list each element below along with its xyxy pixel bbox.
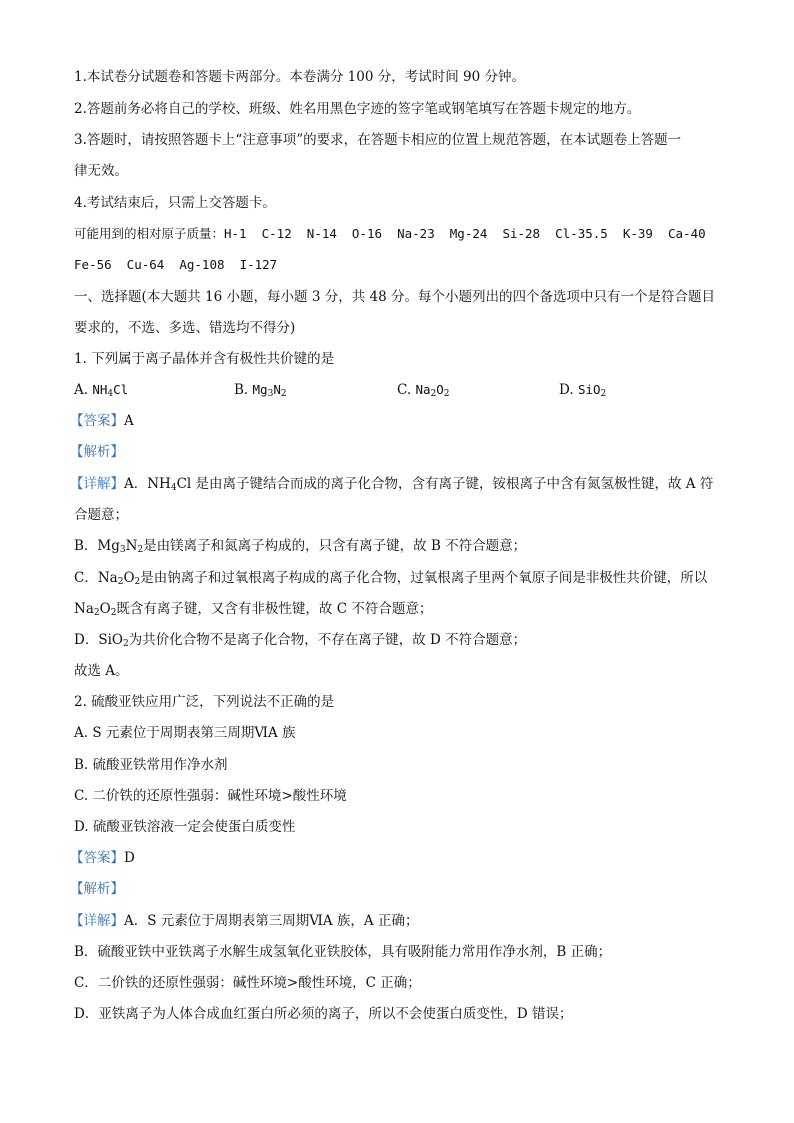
q2-detail-d: D．亚铁离子为人体合成血红蛋白所必须的离子，所以不会使蛋白质变性，D 错误； <box>74 1006 573 1022</box>
atomic-mass-line-1: 可能用到的相对原子质量：H-1 C-12 N-14 O-16 Na-23 Mg-24 Si-28 Cl-35.5 K-39 Ca-40 <box>74 226 706 241</box>
q1-options <box>74 381 734 401</box>
detail-tag: 【详解】 <box>70 913 124 929</box>
q1-conclusion: 故选 A。 <box>74 663 129 679</box>
atomic-mass-line-2: Fe-56 Cu-64 Ag-108 I-127 <box>74 257 278 272</box>
note-3-line-2: 律无效。 <box>74 163 128 179</box>
q1-answer: 【答案】A <box>70 413 134 429</box>
q1-detail-c: C．$Na_2O_2$是由钠离子和过氧根离子构成的离子化合物，过氧根离子里两个氧原子间是非极性共价键，所以 <box>74 570 708 587</box>
answer-tag: 【答案】 <box>70 413 124 429</box>
answer-tag: 【答案】 <box>70 850 124 866</box>
q2-answer: 【答案】D <box>70 850 135 866</box>
note-2: 2.答题前务必将自己的学校、班级、姓名用黑色字迹的签字笔或钢笔填写在答题卡规定的地方。 <box>74 101 641 117</box>
q2-detail-c: C．二价铁的还原性强弱：碱性环境>酸性环境，C 正确； <box>74 975 421 991</box>
q2-stem: 2. 硫酸亚铁应用广泛，下列说法不正确的是 <box>74 694 335 710</box>
note-3-line-1: 3.答题时，请按照答题卡上“注意事项”的要求，在答题卡相应的位置上规范答题，在本试题卷上答题一 <box>74 132 682 148</box>
q2-analysis-tag: 【解析】 <box>70 881 124 897</box>
q2-option-d: D. 硫酸亚铁溶液一定会使蛋白质变性 <box>74 819 296 835</box>
q1-stem: 1. 下列属于离子晶体并含有极性共价键的是 <box>74 351 335 367</box>
q1-option-d: D. SiO$_2$ <box>559 382 607 399</box>
q1-detail-a-cont: 合题意； <box>74 507 128 523</box>
q1-detail-c-cont: $Na_2O_2$既含有离子键，又含有非极性键，故 C 不符合题意； <box>74 601 433 618</box>
note-1: 1.本试卷分试题卷和答题卡两部分。本卷满分 100 分，考试时间 90 分钟。 <box>74 69 525 85</box>
q2-detail-a: 【详解】A．S 元素位于周期表第三周期ⅥA 族，A 正确； <box>70 913 419 929</box>
q2-option-a: A. S 元素位于周期表第三周期ⅥA 族 <box>74 725 296 741</box>
q1-option-b: B. $Mg_3N_2$ <box>234 382 287 399</box>
q1-detail-d: D．SiO$_2$为共价化合物不是离子化合物，不存在离子键，故 D 不符合题意； <box>74 632 527 649</box>
q2-option-b: B. 硫酸亚铁常用作净水剂 <box>74 757 228 773</box>
q2-detail-b: B．硫酸亚铁中亚铁离子水解生成氢氧化亚铁胶体，具有吸附能力常用作净水剂，B 正确； <box>74 944 612 960</box>
section-heading-line-2: 要求的，不选、多选、错选均不得分) <box>74 320 296 336</box>
q1-option-c: C. $Na_2O_2$ <box>397 382 450 399</box>
q1-option-a: A. $NH_4Cl$ <box>74 382 129 399</box>
q1-detail-b: B．$Mg_3N_2$是由镁离子和氮离子构成的，只含有离子键，故 B 不符合题意； <box>74 538 527 555</box>
q2-option-c: C. 二价铁的还原性强弱：碱性环境>酸性环境 <box>74 788 347 804</box>
q1-analysis-tag: 【解析】 <box>70 444 124 460</box>
note-4: 4.考试结束后，只需上交答题卡。 <box>74 195 276 211</box>
q1-detail-a: 【详解】A．$NH_4Cl$ 是由离子键结合而成的离子化合物，含有离子键，铵根离子中含有氮氢极性键，故 A 符 <box>70 476 714 493</box>
section-heading-line-1: 一、选择题(本大题共 16 小题，每小题 3 分，共 48 分。每个小题列出的四个备选项中只有一个是符合题目 <box>74 289 715 305</box>
detail-tag: 【详解】 <box>70 476 124 492</box>
